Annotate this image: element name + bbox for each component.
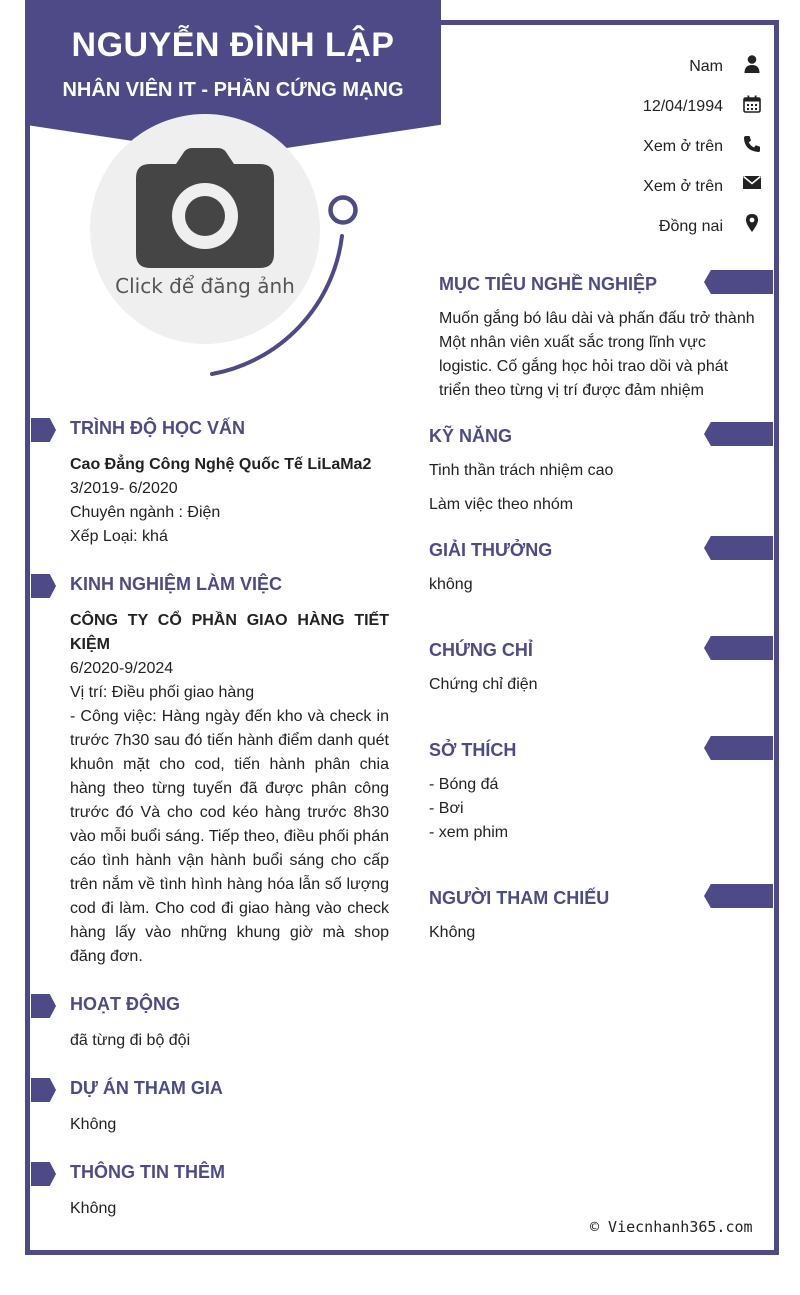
career-goal-line[interactable]: triển theo từng vị trí được đảm nhiệm [439,382,704,399]
map-pin-icon [742,213,762,233]
activities-title: HOẠT ĐỘNG [70,994,180,1014]
additional-info-content[interactable]: Không [70,1200,117,1217]
career-goal-line[interactable]: Một nhân viên xuất sắc trong lĩnh vực [439,334,706,351]
skills-title: KỸ NĂNG [429,426,513,446]
experience-period[interactable]: 6/2020-9/2024 [70,660,174,677]
phone-icon [742,134,762,154]
career-goal-title: MỤC TIÊU NGHỀ NGHIỆP [439,274,658,294]
references-content[interactable]: Không [429,924,476,941]
camera-icon [136,148,274,268]
references-title: NGƯỜI THAM CHIẾU [429,888,610,908]
experience-company[interactable]: CÔNG TY CỔ PHẦN GIAO HÀNG TIẾT KIỆM [70,612,389,653]
section-marker [704,422,773,446]
hobby-item[interactable]: - Bóng đá [429,776,499,793]
education-grade[interactable]: Xếp Loại: khá [70,528,168,545]
education-school[interactable]: Cao Đẳng Công Nghệ Quốc Tế LiLaMa2 [70,456,372,473]
profile-photo-upload[interactable] [90,114,320,344]
skill-item[interactable]: Làm việc theo nhóm [429,496,574,513]
hobby-item[interactable]: - xem phim [429,824,509,841]
activities-content[interactable]: đã từng đi bộ đội [70,1032,191,1049]
certificates-title: CHỨNG CHỈ [429,640,533,660]
experience-title: KINH NGHIỆM LÀM VIỆC [70,574,283,594]
mail-icon [742,172,762,192]
calendar-icon [742,94,762,114]
photo-upload-label: Click để đăng ảnh [115,274,295,298]
projects-content[interactable]: Không [70,1116,117,1133]
career-goal-line[interactable]: logistic. Cố gắng học hỏi trao dồi và phát [439,358,729,375]
candidate-name[interactable]: NGUYỄN ĐÌNH LẬP [71,26,395,64]
experience-role[interactable]: Vị trí: Điều phối giao hàng [70,684,255,701]
section-marker [704,736,773,760]
copyright-footer: © Viecnhanh365.com [590,1218,753,1236]
email-value[interactable]: Xem ở trên [643,178,723,195]
section-marker [704,270,773,294]
candidate-position[interactable]: NHÂN VIÊN IT - PHẦN CỨNG MẠNG [62,79,404,101]
skill-item[interactable]: Tinh thần trách nhiệm cao [429,462,614,479]
additional-info-title: THÔNG TIN THÊM [70,1162,225,1182]
phone-value[interactable]: Xem ở trên [643,138,723,155]
awards-content[interactable]: không [429,576,473,593]
education-title: TRÌNH ĐỘ HỌC VẤN [70,418,245,438]
gender-value[interactable]: Nam [689,58,723,75]
projects-title: DỰ ÁN THAM GIA [70,1078,223,1098]
section-marker [704,884,773,908]
experience-description[interactable]: - Công việc: Hàng ngày đến kho và check in trước 7h30 sau đó tiến hành điểm danh quét khuôn mặt cho cod, tiến hành phân chia hàng theo từng tuyến đã được phân công trước đó Và cho cod kéo hàng trước 8h30 vào mỗi buổi sáng. Tiếp theo, điều phối phán cáo tình hành vận hành buổi sáng cho cấp trên nắm về tình hình hàng hóa lẫn số lượng cod đi làm. Cho cod đi giao hàng vào check hàng lấy vào những khung giờ mà shop đăng đơn. [70,708,389,965]
education-period[interactable]: 3/2019- 6/2020 [70,480,178,497]
section-marker [704,636,773,660]
education-major[interactable]: Chuyên ngành : Điện [70,504,221,521]
awards-title: GIẢI THƯỞNG [429,540,553,560]
user-icon [742,54,762,74]
section-marker [704,536,773,560]
birthday-value[interactable]: 12/04/1994 [642,98,723,115]
certificates-content[interactable]: Chứng chỉ điện [429,676,538,693]
hobbies-title: SỞ THÍCH [429,740,517,760]
address-value[interactable]: Đồng nai [658,218,723,235]
career-goal-line[interactable]: Muốn gắng bó lâu dài và phấn đấu trở thành [439,310,755,327]
hobby-item[interactable]: - Bơi [429,800,464,817]
